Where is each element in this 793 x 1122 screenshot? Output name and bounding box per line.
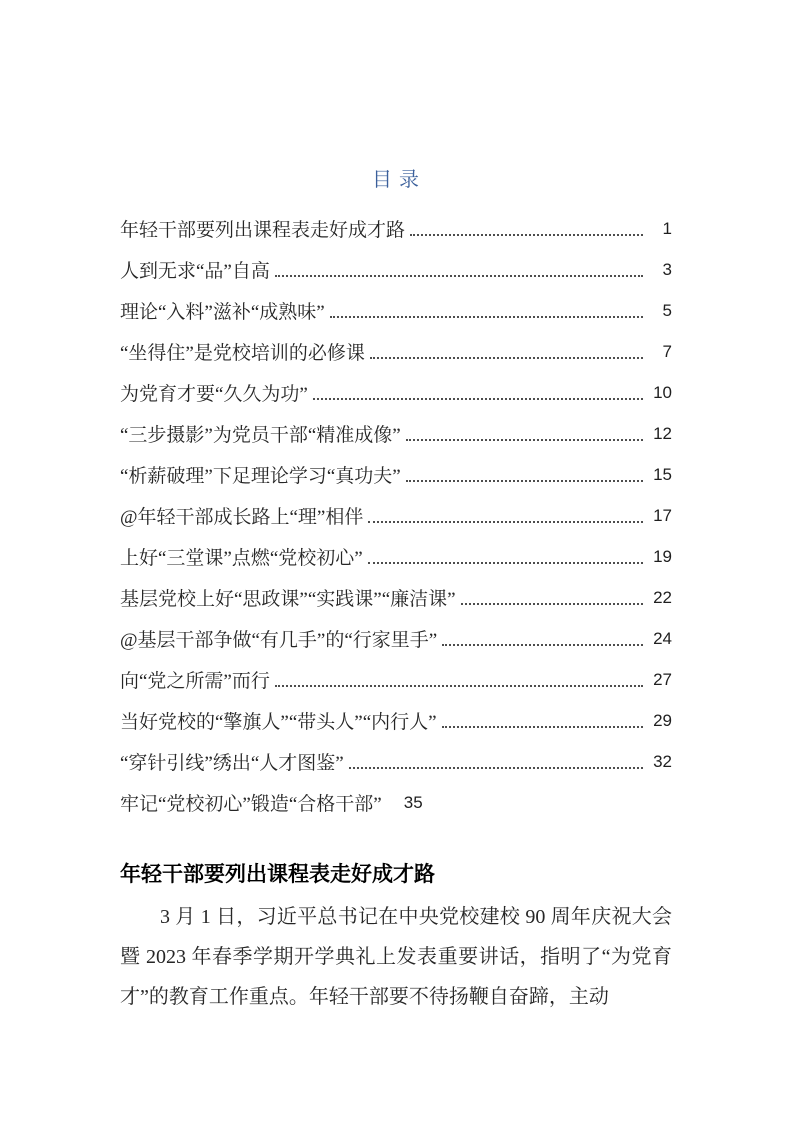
toc-entry-title: 基层党校上好“思政课”“实践课”“廉洁课” (120, 589, 456, 610)
toc-entry-title: 为党育才要“久久为功” (120, 384, 308, 405)
article-paragraph: 3 月 1 日，习近平总书记在中央党校建校 90 周年庆祝大会暨 2023 年春季学期开学典礼上发表重要讲话，指明了“为党育才”的教育工作重点。年轻干部要不待扬鞭自奋蹄，主动 (120, 906, 672, 1008)
toc-page-number: 7 (662, 341, 672, 361)
toc-page-number: 24 (653, 628, 672, 648)
toc-page-number: 35 (403, 792, 423, 812)
toc-page-number: 12 (653, 423, 672, 443)
toc-entry[interactable] (120, 372, 672, 413)
toc-page-number: 32 (653, 751, 672, 771)
toc-leader-dots (368, 562, 643, 564)
toc-entry-title: @年轻干部成长路上“理”相伴 (120, 507, 364, 528)
toc-entry-title: “三步摄影”为党员干部“精准成像” (120, 425, 401, 446)
article-heading: 年轻干部要列出课程表走好成才路 (120, 862, 435, 886)
toc-page-number: 22 (653, 587, 672, 607)
toc-page-number: 15 (653, 464, 672, 484)
toc-heading: 目 录 (372, 169, 420, 191)
toc-leader-dots (330, 316, 643, 318)
toc-entry[interactable] (120, 290, 672, 331)
toc-leader-dots (442, 644, 643, 646)
toc-leader-dots (370, 357, 643, 359)
toc-entry[interactable] (120, 249, 672, 290)
toc-entry-title: 人到无求“品”自高 (120, 261, 270, 282)
toc-leader-dots (406, 480, 643, 482)
toc-entry[interactable] (120, 536, 672, 577)
toc-entry[interactable] (120, 413, 672, 454)
toc-entry[interactable] (120, 618, 672, 659)
toc-leader-dots (349, 767, 643, 769)
toc-entry[interactable] (120, 659, 672, 700)
toc-page-number: 27 (653, 669, 672, 689)
toc-page-number: 5 (662, 300, 672, 320)
toc-entry[interactable] (120, 495, 672, 536)
toc-entry-title: @基层干部争做“有几手”的“行家里手” (120, 630, 438, 651)
toc-entry[interactable] (120, 700, 672, 741)
toc-entry-title: “坐得住”是党校培训的必修课 (120, 343, 365, 364)
toc-entry[interactable] (120, 782, 672, 823)
toc-entry-title: “析薪破理”下足理论学习“真功夫” (120, 466, 401, 487)
toc-leader-dots (313, 398, 643, 400)
toc-page-number: 17 (653, 505, 672, 525)
toc-leader-dots (406, 439, 643, 441)
toc-entry-title: 向“党之所需”而行 (120, 671, 270, 692)
toc-leader-dots (368, 521, 643, 523)
toc-entry-title: 当好党校的“擎旗人”“带头人”“内行人” (120, 712, 437, 733)
toc-leader-dots (410, 234, 643, 236)
toc-entry[interactable] (120, 454, 672, 495)
toc-entry-title: 年轻干部要列出课程表走好成才路 (120, 220, 406, 241)
toc-entry-title: “穿针引线”绣出“人才图鉴” (120, 753, 344, 774)
toc-entry[interactable] (120, 741, 672, 782)
toc-page-number: 10 (653, 382, 672, 402)
toc-entry-title: 理论“入料”滋补“成熟味” (120, 302, 325, 323)
toc-page-number: 29 (653, 710, 672, 730)
toc-leader-dots (275, 685, 643, 687)
toc-page-number: 19 (653, 546, 672, 566)
toc-leader-dots (275, 275, 643, 277)
toc-entry-title: 牢记“党校初心”锻造“合格干部” (120, 794, 382, 815)
toc-entry[interactable] (120, 577, 672, 618)
toc-entry-title: 上好“三堂课”点燃“党校初心” (120, 548, 363, 569)
toc-list (120, 208, 672, 823)
toc-leader-dots (442, 726, 643, 728)
toc-entry[interactable] (120, 331, 672, 372)
toc-page-number: 1 (662, 218, 672, 238)
toc-page-number: 3 (662, 259, 672, 279)
toc-leader-dots (461, 603, 643, 605)
toc-entry[interactable] (120, 208, 672, 249)
